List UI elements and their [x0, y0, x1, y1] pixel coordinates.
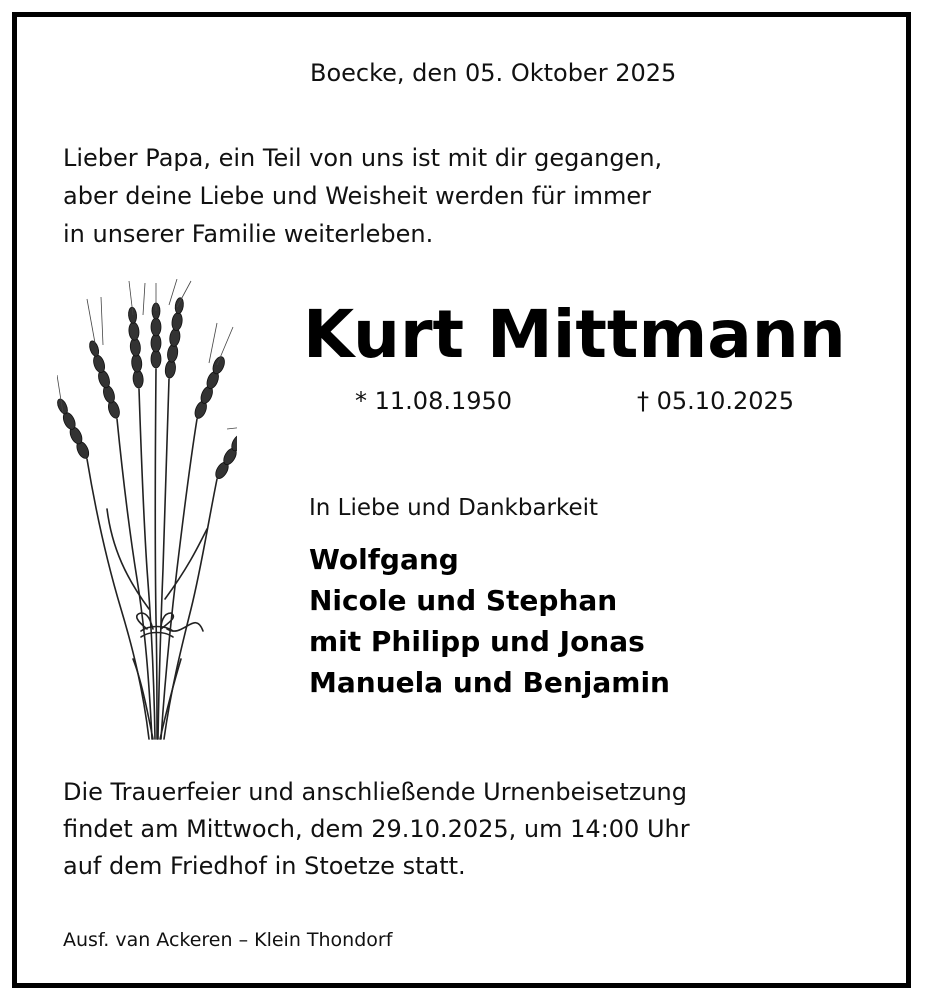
birth-date: * 11.08.1950 — [355, 387, 513, 415]
verse-line: in unserer Familie weiterleben. — [63, 220, 434, 248]
place-date: Boecke, den 05. Oktober 2025 — [310, 59, 677, 87]
verse-line: aber deine Liebe und Weisheit werden für immer — [63, 182, 652, 210]
mourner-name: Manuela und Benjamin — [309, 666, 670, 699]
wheat-bundle-icon — [57, 279, 237, 749]
undertaker: Ausf. van Ackeren – Klein Thondorf — [63, 929, 393, 951]
mourner-name: Wolfgang — [309, 543, 459, 576]
mourners-intro: In Liebe und Dankbarkeit — [309, 495, 599, 521]
verse-line: Lieber Papa, ein Teil von uns ist mit dir gegangen, — [63, 144, 663, 172]
service-info — [63, 774, 690, 885]
mourner-name: Nicole und Stephan — [309, 584, 618, 617]
death-date: † 05.10.2025 — [637, 387, 795, 415]
service-line: Die Trauerfeier und anschließende Urnenbeisetzung — [63, 778, 687, 806]
obituary-frame — [12, 12, 911, 988]
service-line: auf dem Friedhof in Stoetze statt. — [63, 852, 466, 880]
verse — [63, 139, 662, 253]
deceased-name: Kurt Mittmann — [303, 296, 846, 373]
mourner-name: mit Philipp und Jonas — [309, 625, 645, 658]
service-line: findet am Mittwoch, dem 29.10.2025, um 14:00 Uhr — [63, 815, 690, 843]
mourners-list — [309, 539, 670, 703]
